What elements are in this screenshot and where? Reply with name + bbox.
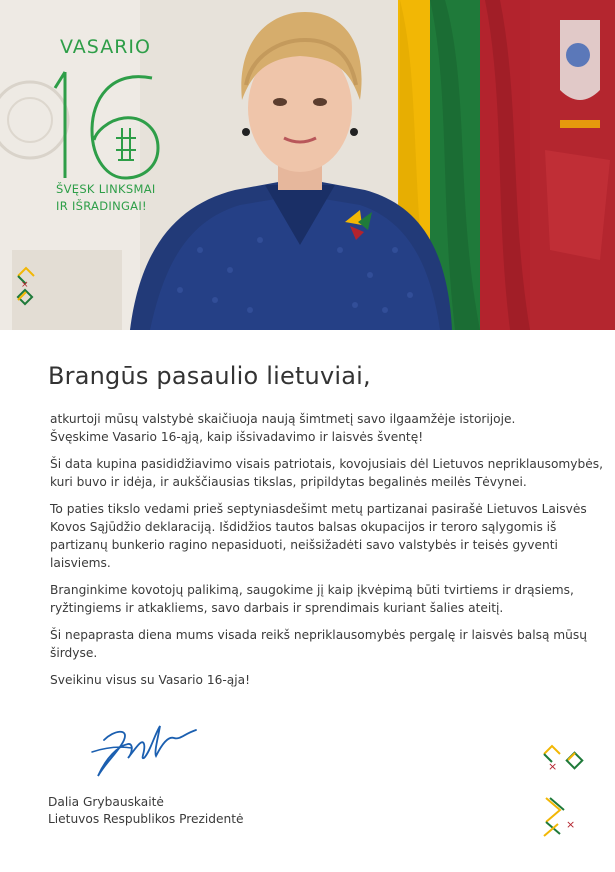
paragraph-line: To paties tikslo vedami prieš septyniasdešimt metų partizanai pasirašė Lietuvos Laisvės xyxy=(50,502,587,516)
svg-text:×: × xyxy=(21,280,29,290)
paragraph-line: ryžtingiems ir atkakliems, savo darbais ir sprendimais kuriant šalies ateitį. xyxy=(50,601,504,615)
paragraph-line: širdyse. xyxy=(50,646,98,660)
decorative-shapes-top-right-icon xyxy=(538,740,594,780)
svg-text:×: × xyxy=(566,818,576,831)
signer-name: Dalia Grybauskaitė xyxy=(48,795,164,809)
paragraph-line: laisviems. xyxy=(50,556,111,570)
letter-paragraph-3 xyxy=(50,500,587,572)
decorative-shapes-bottom-right-icon xyxy=(538,792,588,842)
signer-block xyxy=(48,794,244,828)
paragraph-line: Sveikinu visus su Vasario 16-ąja! xyxy=(50,673,250,687)
paragraph-line: atkurtoji mūsų valstybė skaičiuoja naują šimtmetį savo ilgaamžėje istorijoje. xyxy=(50,412,516,426)
letter-paragraph-2 xyxy=(50,455,603,491)
header-photo xyxy=(0,0,615,330)
logo-title: VASARIO xyxy=(60,36,151,58)
paragraph-line: Branginkime kovotojų palikimą, saugokime jį kaip įkvėpimą būti tvirtiems ir drąsiems, xyxy=(50,583,574,597)
logo-slogan-line1: ŠVĘSK LINKSMAI xyxy=(56,182,156,196)
handwritten-signature xyxy=(84,718,214,788)
letter-paragraph-1 xyxy=(50,410,578,446)
paragraph-line: Švęskime Vasario 16-ąją, kaip išsivadavimo ir laisvės šventę! xyxy=(50,430,424,444)
letter-paragraph-4 xyxy=(50,581,578,617)
paragraph-line: partizanų bunkerio ragino nepasiduoti, neišsižadėti savo valstybės ir teisės gyventi xyxy=(50,538,558,552)
letter-paragraph-5 xyxy=(50,626,587,662)
letter-greeting: Brangūs pasaulio lietuviai, xyxy=(48,362,371,390)
paragraph-line: Ši nepaprasta diena mums visada reikš nepriklausomybės pergalę ir laisvės balsą mūsų xyxy=(50,628,587,642)
paragraph-line: Ši data kupina pasididžiavimo visais patriotais, kovojusiais dėl Lietuvos nepriklausomybės, xyxy=(50,457,603,471)
paragraph-line: kuri buvo ir idėja, ir aukščiausias tikslas, pripildytas begalinės meilės Tėvynei. xyxy=(50,475,527,489)
letter-body xyxy=(48,362,603,698)
paragraph-line: Kovos Sąjūdžio deklaraciją. Išdidžios tautos balsas okupacijos ir teroro sąlygomis iš xyxy=(50,520,557,534)
svg-text:×: × xyxy=(548,760,558,773)
signer-title: Lietuvos Respublikos Prezidentė xyxy=(48,812,244,826)
logo-slogan-line2: IR IŠRADINGAI! xyxy=(56,199,147,213)
letter-paragraph-6 xyxy=(50,671,578,689)
